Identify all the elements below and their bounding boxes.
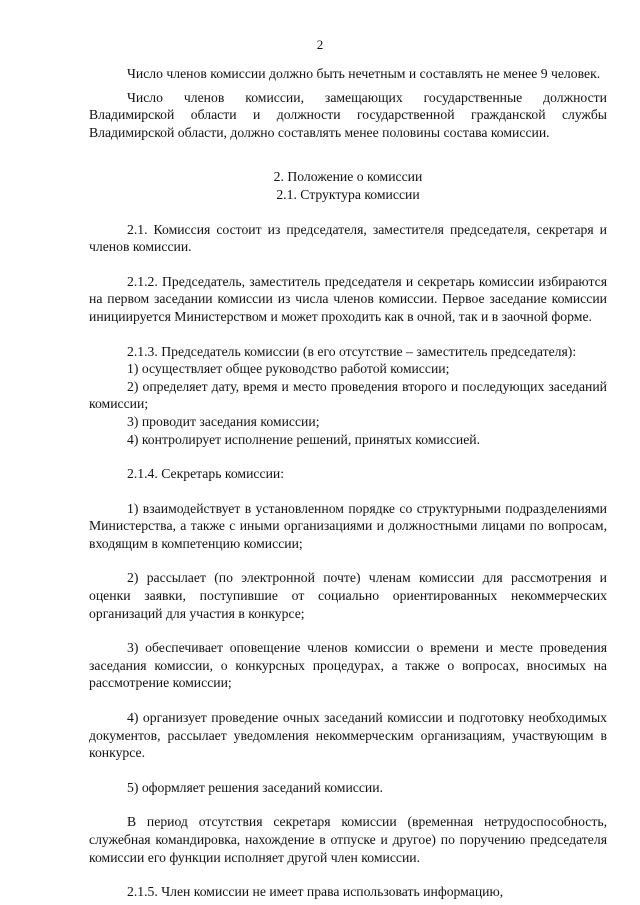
paragraph-2-1-3: 2.1.3. Председатель комиссии (в его отсутствие – заместитель председателя):	[127, 343, 577, 359]
page-number: 2	[316, 37, 324, 52]
list-item-secretary-1: 1) взаимодействует в установленном порядке со структурными подразделениями Министерства, а также с иными организациями и должностными лицами по вопросам, входящим в компетенцию комиссии;	[89, 500, 607, 551]
document-body	[89, 65, 607, 901]
list-item-chairman-2: 2) определяет дату, время и место проведения второго и последующих заседаний комиссии;	[89, 378, 607, 412]
list-item-chairman-1: 1) осуществляет общее руководство работой комиссии;	[127, 361, 450, 377]
paragraph-secretary-absence: В период отсутствия секретаря комиссии (временная нетрудоспособность, служебная командировка, нахождение в отпуске и другое) по поручению председателя комиссии его функции исполняет другой член комиссии.	[89, 814, 607, 865]
section-heading: 2. Положение о комиссии	[273, 169, 423, 185]
list-item-secretary-2: 2) рассылает (по электронной почте) членам комиссии для рассмотрения и оценки заявки, поступившие от социально ориентированных некоммерческих организаций для участия в конкурсе;	[89, 570, 607, 621]
paragraph-2-1-2: 2.1.2. Председатель, заместитель председателя и секретарь комиссии избираются на первом заседании комиссии из числа членов комиссии. Первое заседание комиссии инициируется Министерством и может проходить как в очной, так и в заочной форме.	[89, 273, 607, 324]
list-item-secretary-5: 5) оформляет решения заседаний комиссии.	[127, 779, 383, 795]
paragraph-members-count: Число членов комиссии должно быть нечетным и составлять не менее 9 человек.	[127, 66, 601, 81]
paragraph-2-1-4: 2.1.4. Секретарь комиссии:	[127, 466, 285, 482]
paragraph-members-state-positions: Число членов комиссии, замещающих государственные должности Владимирской области и должности государственной гражданской службы Владимирской области, должно составлять менее половины состава комиссии.	[89, 89, 607, 140]
paragraph-2-1: 2.1. Комиссия состоит из председателя, заместителя председателя, секретаря и членов комиссии.	[89, 221, 607, 255]
list-item-chairman-4: 4) контролирует исполнение решений, принятых комиссией.	[127, 431, 481, 447]
list-item-chairman-3: 3) проводит заседания комиссии;	[127, 413, 320, 429]
paragraph-2-1-5: 2.1.5. Член комиссии не имеет права использовать информацию,	[127, 884, 504, 900]
list-item-secretary-3: 3) обеспечивает оповещение членов комиссии о времени и месте проведения заседания комиссии, о конкурсных процедурах, а также о вопросах, вносимых на рассмотрение комиссии;	[89, 640, 607, 691]
subsection-heading: 2.1. Структура комиссии	[276, 186, 420, 202]
list-item-secretary-4: 4) организует проведение очных заседаний комиссии и подготовку необходимых документов, рассылает уведомления некоммерческим организациям, участвующим в конкурсе.	[89, 710, 607, 761]
